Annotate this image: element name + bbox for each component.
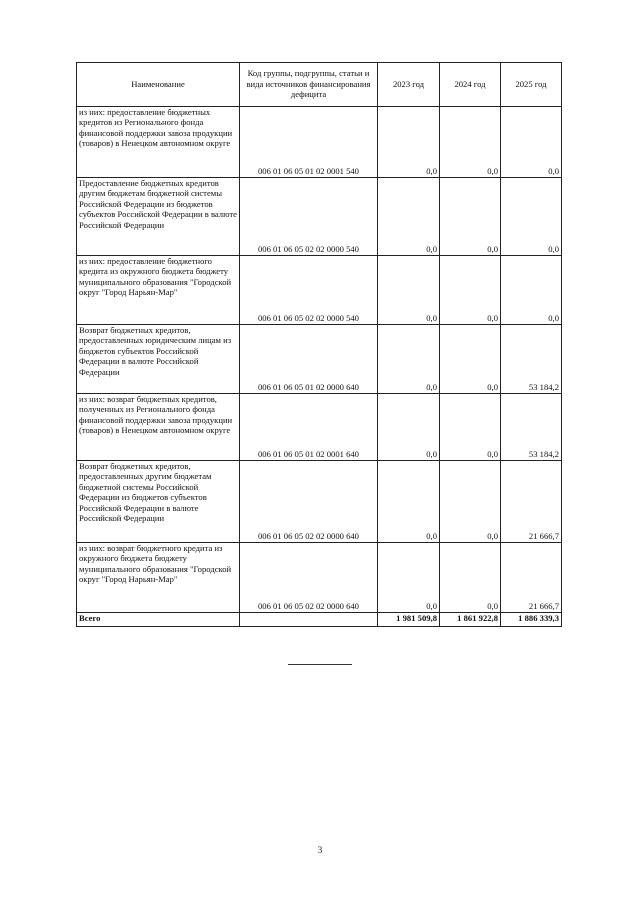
- row-code: 006 01 06 05 01 02 0001 540: [240, 107, 378, 178]
- row-value-2025: 0,0: [501, 256, 562, 325]
- row-code: 006 01 06 05 02 02 0000 540: [240, 178, 378, 256]
- row-value-2023: 0,0: [378, 394, 440, 461]
- header-2025: 2025 год: [501, 63, 562, 107]
- header-name: Наименование: [77, 63, 240, 107]
- row-name: Возврат бюджетных кредитов, предоставленных юридическим лицам из бюджетов субъектов Российской Федерации в валюте Российской Федерации: [77, 325, 240, 394]
- financing-sources-table: [76, 62, 562, 627]
- header-2023: 2023 год: [378, 63, 440, 107]
- row-name: из них: предоставление бюджетного кредита из окружного бюджета бюджету муниципального образования "Городской округ "Город Нарьян-Мар": [77, 256, 240, 325]
- row-value-2025: 53 184,2: [501, 394, 562, 461]
- row-value-2023: 0,0: [378, 325, 440, 394]
- total-code: [240, 613, 378, 627]
- table-row: [77, 107, 562, 178]
- row-name: Предоставление бюджетных кредитов другим бюджетам бюджетной системы Российской Федерации из бюджетов субъектов Российской Федерации в валюте Российской Федерации: [77, 178, 240, 256]
- row-code: 006 01 06 05 01 02 0001 640: [240, 394, 378, 461]
- table-row: [77, 394, 562, 461]
- row-value-2023: 0,0: [378, 256, 440, 325]
- row-name: Возврат бюджетных кредитов, предоставленных другим бюджетам бюджетной системы Российской Федерации из бюджетов субъектов Российской Федерации в валюте Российской Федерации: [77, 461, 240, 543]
- row-value-2024: 0,0: [440, 107, 501, 178]
- row-value-2025: 0,0: [501, 107, 562, 178]
- row-value-2025: 21 666,7: [501, 461, 562, 543]
- table-row: [77, 178, 562, 256]
- row-value-2025: 53 184,2: [501, 325, 562, 394]
- header-2024: 2024 год: [440, 63, 501, 107]
- row-name: из них: предоставление бюджетных кредитов из Регионального фонда финансовой поддержки завоза продукции (товаров) в Ненецком автономном округе: [77, 107, 240, 178]
- row-value-2025: 21 666,7: [501, 543, 562, 613]
- row-value-2023: 0,0: [378, 107, 440, 178]
- row-code: 006 01 06 05 01 02 0000 640: [240, 325, 378, 394]
- row-value-2023: 0,0: [378, 461, 440, 543]
- row-code: 006 01 06 05 02 02 0000 540: [240, 256, 378, 325]
- total-value-2024: 1 861 922,8: [440, 613, 501, 627]
- table-row: [77, 325, 562, 394]
- total-value-2025: 1 886 339,3: [501, 613, 562, 627]
- row-value-2024: 0,0: [440, 461, 501, 543]
- row-name: из них: возврат бюджетного кредита из окружного бюджета бюджету муниципального образования "Городской округ "Город Нарьян-Мар": [77, 543, 240, 613]
- table-row: [77, 543, 562, 613]
- table-row: [77, 461, 562, 543]
- table-header-row: [77, 63, 562, 107]
- row-code: 006 01 06 05 02 02 0000 640: [240, 543, 378, 613]
- row-value-2023: 0,0: [378, 178, 440, 256]
- row-name: из них: возврат бюджетных кредитов, полученных из Регионального фонда финансовой поддержки завоза продукции (товаров) в Ненецком автономном округе: [77, 394, 240, 461]
- table-row: [77, 256, 562, 325]
- row-value-2023: 0,0: [378, 543, 440, 613]
- row-value-2024: 0,0: [440, 178, 501, 256]
- row-value-2024: 0,0: [440, 394, 501, 461]
- row-value-2024: 0,0: [440, 543, 501, 613]
- row-value-2024: 0,0: [440, 256, 501, 325]
- end-divider: [288, 664, 352, 665]
- page-number: 3: [317, 845, 323, 855]
- total-label: Всего: [77, 613, 240, 627]
- row-value-2025: 0,0: [501, 178, 562, 256]
- total-value-2023: 1 981 509,8: [378, 613, 440, 627]
- total-row: [77, 613, 562, 627]
- row-value-2024: 0,0: [440, 325, 501, 394]
- row-code: 006 01 06 05 02 02 0000 640: [240, 461, 378, 543]
- header-code: Код группы, подгруппы, статьи и вида источников финансирования дефицита: [240, 63, 378, 107]
